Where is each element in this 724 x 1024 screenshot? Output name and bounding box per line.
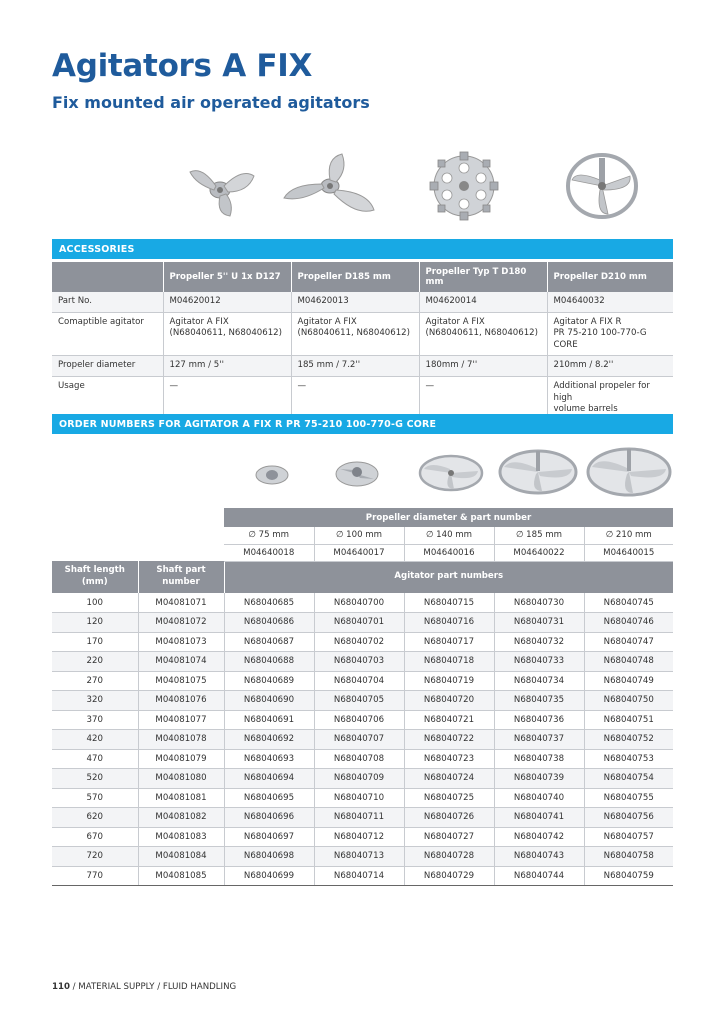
agitator-part-cell: N68040719 bbox=[404, 671, 494, 691]
agitator-part-cell: N68040713 bbox=[314, 847, 404, 867]
row-label: Usage bbox=[52, 376, 163, 420]
table-row bbox=[52, 671, 673, 691]
agitator-part-cell: N68040756 bbox=[584, 808, 673, 828]
shaft-length-cell: 520 bbox=[52, 769, 138, 789]
agitator-part-cell: N68040736 bbox=[494, 710, 584, 730]
agitator-210mm-image bbox=[584, 445, 674, 499]
agitator-part-cell: N68040738 bbox=[494, 749, 584, 769]
agitator-part-cell: N68040692 bbox=[224, 730, 314, 750]
agitator-part-cell: N68040690 bbox=[224, 691, 314, 711]
propeller-d185-image bbox=[278, 152, 378, 222]
agitator-part-cell: N68040695 bbox=[224, 788, 314, 808]
shaft-part-cell: M04081074 bbox=[138, 652, 224, 672]
agitator-part-cell: N68040693 bbox=[224, 749, 314, 769]
shaft-length-cell: 100 bbox=[52, 593, 138, 613]
agitator-part-cell: N68040700 bbox=[314, 593, 404, 613]
table-cell: — bbox=[291, 376, 419, 420]
table-cell: — bbox=[419, 376, 547, 420]
propeller-part-number: M04640016 bbox=[404, 544, 494, 561]
table-row bbox=[52, 710, 673, 730]
shaft-part-cell: M04081084 bbox=[138, 847, 224, 867]
agitator-part-cell: N68040696 bbox=[224, 808, 314, 828]
table-cell: 180mm / 7'' bbox=[419, 356, 547, 377]
agitator-part-cell: N68040744 bbox=[494, 866, 584, 886]
agitator-part-cell: N68040754 bbox=[584, 769, 673, 789]
shaft-length-cell: 620 bbox=[52, 808, 138, 828]
agitator-75mm-image bbox=[252, 461, 292, 489]
agitator-part-cell: N68040723 bbox=[404, 749, 494, 769]
table-cell: M04640032 bbox=[547, 292, 673, 312]
agitator-part-cell: N68040703 bbox=[314, 652, 404, 672]
agitator-part-cell: N68040753 bbox=[584, 749, 673, 769]
agitator-part-cell: N68040730 bbox=[494, 593, 584, 613]
table-row bbox=[52, 593, 673, 613]
accessories-table bbox=[52, 262, 673, 421]
agitator-part-cell: N68040732 bbox=[494, 632, 584, 652]
shaft-length-cell: 570 bbox=[52, 788, 138, 808]
shaft-length-cell: 320 bbox=[52, 691, 138, 711]
agitator-part-cell: N68040685 bbox=[224, 593, 314, 613]
table-cell: 210mm / 8.2'' bbox=[547, 356, 673, 377]
agitator-part-cell: N68040745 bbox=[584, 593, 673, 613]
table-cell: M04620012 bbox=[163, 292, 291, 312]
table-row bbox=[52, 749, 673, 769]
shaft-length-cell: 420 bbox=[52, 730, 138, 750]
agitator-part-cell: N68040718 bbox=[404, 652, 494, 672]
agitator-part-cell: N68040711 bbox=[314, 808, 404, 828]
shaft-length-cell: 470 bbox=[52, 749, 138, 769]
table-cell: M04620014 bbox=[419, 292, 547, 312]
agitator-part-cell: N68040705 bbox=[314, 691, 404, 711]
agitator-part-cell: N68040701 bbox=[314, 613, 404, 633]
agitator-part-cell: N68040686 bbox=[224, 613, 314, 633]
agitator-100mm-image bbox=[332, 457, 382, 491]
shaft-part-cell: M04081082 bbox=[138, 808, 224, 828]
table-row bbox=[52, 808, 673, 828]
agitator-part-cell: N68040704 bbox=[314, 671, 404, 691]
table-row bbox=[52, 769, 673, 789]
page-footer bbox=[52, 982, 236, 992]
shaft-length-cell: 720 bbox=[52, 847, 138, 867]
shaft-length-cell: 220 bbox=[52, 652, 138, 672]
table-cell: Agitator A FIX (N68040611, N68040612) bbox=[291, 312, 419, 356]
diameter-label: ∅ 210 mm bbox=[584, 527, 673, 544]
propeller-images bbox=[160, 150, 680, 222]
agitator-part-cell: N68040728 bbox=[404, 847, 494, 867]
table-cell: Agitator A FIX R PR 75-210 100-770-G CORE bbox=[547, 312, 673, 356]
agitator-part-cell: N68040729 bbox=[404, 866, 494, 886]
agitator-part-cell: N68040733 bbox=[494, 652, 584, 672]
table-cell: — bbox=[163, 376, 291, 420]
agitator-part-cell: N68040688 bbox=[224, 652, 314, 672]
agitator-part-cell: N68040727 bbox=[404, 827, 494, 847]
diameter-label: ∅ 100 mm bbox=[314, 527, 404, 544]
agitator-part-cell: N68040714 bbox=[314, 866, 404, 886]
agitator-part-cell: N68040739 bbox=[494, 769, 584, 789]
agitator-part-cell: N68040687 bbox=[224, 632, 314, 652]
agitator-185mm-image bbox=[496, 447, 580, 497]
agitator-part-cell: N68040734 bbox=[494, 671, 584, 691]
agitator-part-cell: N68040751 bbox=[584, 710, 673, 730]
agitator-part-cell: N68040721 bbox=[404, 710, 494, 730]
row-label: Part No. bbox=[52, 292, 163, 312]
agitator-part-cell: N68040742 bbox=[494, 827, 584, 847]
agitator-part-cell: N68040725 bbox=[404, 788, 494, 808]
table-cell: 127 mm / 5'' bbox=[163, 356, 291, 377]
accessories-section-header: ACCESSORIES bbox=[52, 239, 673, 259]
table-row bbox=[52, 827, 673, 847]
diameter-label: ∅ 140 mm bbox=[404, 527, 494, 544]
agitator-part-cell: N68040708 bbox=[314, 749, 404, 769]
table-row bbox=[52, 613, 673, 633]
table-cell: M04620013 bbox=[291, 292, 419, 312]
propeller-typ-t-image bbox=[422, 150, 506, 222]
table-row bbox=[52, 356, 673, 377]
agitator-part-cell: N68040726 bbox=[404, 808, 494, 828]
agitator-part-cell: N68040741 bbox=[494, 808, 584, 828]
propeller-d210-image bbox=[562, 150, 642, 222]
shaft-length-cell: 170 bbox=[52, 632, 138, 652]
table-row bbox=[52, 730, 673, 750]
shaft-length-cell: 270 bbox=[52, 671, 138, 691]
shaft-part-cell: M04081083 bbox=[138, 827, 224, 847]
agitator-part-cell: N68040759 bbox=[584, 866, 673, 886]
shaft-part-cell: M04081073 bbox=[138, 632, 224, 652]
shaft-length-cell: 370 bbox=[52, 710, 138, 730]
table-row bbox=[52, 292, 673, 312]
row-label: Propeler diameter bbox=[52, 356, 163, 377]
agitator-part-cell: N68040724 bbox=[404, 769, 494, 789]
agitator-part-cell: N68040709 bbox=[314, 769, 404, 789]
agitator-part-cell: N68040720 bbox=[404, 691, 494, 711]
table-cell: Additional propeler for high volume barrels bbox=[547, 376, 673, 420]
column-header: Propeller D185 mm bbox=[291, 262, 419, 292]
agitator-part-cell: N68040689 bbox=[224, 671, 314, 691]
shaft-part-cell: M04081075 bbox=[138, 671, 224, 691]
shaft-part-cell: M04081079 bbox=[138, 749, 224, 769]
column-header bbox=[52, 262, 163, 292]
propeller-part-number: M04640022 bbox=[494, 544, 584, 561]
order-numbers-table bbox=[52, 508, 673, 886]
agitator-part-cell: N68040694 bbox=[224, 769, 314, 789]
shaft-length-cell: 770 bbox=[52, 866, 138, 886]
agitator-part-cell: N68040710 bbox=[314, 788, 404, 808]
agitator-part-cell: N68040746 bbox=[584, 613, 673, 633]
shaft-part-cell: M04081077 bbox=[138, 710, 224, 730]
page-number: 110 bbox=[52, 982, 70, 992]
shaft-part-cell: M04081080 bbox=[138, 769, 224, 789]
agitator-part-cell: N68040749 bbox=[584, 671, 673, 691]
table-row bbox=[52, 652, 673, 672]
order-numbers-section-header: ORDER NUMBERS FOR AGITATOR A FIX R PR 75-210 100-770-G CORE bbox=[52, 414, 673, 434]
agitator-part-cell: N68040731 bbox=[494, 613, 584, 633]
agitator-part-cell: N68040706 bbox=[314, 710, 404, 730]
shaft-length-cell: 120 bbox=[52, 613, 138, 633]
page-title: Agitators A FIX bbox=[52, 48, 313, 84]
propeller-5in-image bbox=[182, 158, 262, 218]
agitator-part-cell: N68040697 bbox=[224, 827, 314, 847]
shaft-part-cell: M04081085 bbox=[138, 866, 224, 886]
table-row bbox=[52, 632, 673, 652]
page-subtitle: Fix mounted air operated agitators bbox=[52, 93, 370, 112]
agitator-part-cell: N68040750 bbox=[584, 691, 673, 711]
diameter-label: ∅ 185 mm bbox=[494, 527, 584, 544]
row-label: Comaptible agitator bbox=[52, 312, 163, 356]
agitator-part-cell: N68040752 bbox=[584, 730, 673, 750]
agitator-part-cell: N68040735 bbox=[494, 691, 584, 711]
agitator-part-cell: N68040740 bbox=[494, 788, 584, 808]
agitator-part-cell: N68040747 bbox=[584, 632, 673, 652]
agitator-part-cell: N68040758 bbox=[584, 847, 673, 867]
propeller-part-number: M04640017 bbox=[314, 544, 404, 561]
agitator-images bbox=[240, 445, 680, 500]
table-row bbox=[52, 312, 673, 356]
agitator-part-cell: N68040737 bbox=[494, 730, 584, 750]
agitator-part-cell: N68040712 bbox=[314, 827, 404, 847]
agitator-part-cell: N68040707 bbox=[314, 730, 404, 750]
shaft-length-header: Shaft length (mm) bbox=[52, 561, 138, 593]
shaft-part-cell: M04081071 bbox=[138, 593, 224, 613]
agitator-part-cell: N68040717 bbox=[404, 632, 494, 652]
footer-text: / MATERIAL SUPPLY / FLUID HANDLING bbox=[69, 982, 237, 992]
diameter-label: ∅ 75 mm bbox=[224, 527, 314, 544]
column-header: Propeller Typ T D180 mm bbox=[419, 262, 547, 292]
agitator-part-cell: N68040716 bbox=[404, 613, 494, 633]
table-row bbox=[52, 691, 673, 711]
agitator-part-cell: N68040722 bbox=[404, 730, 494, 750]
agitator-part-cell: N68040698 bbox=[224, 847, 314, 867]
agitator-part-cell: N68040755 bbox=[584, 788, 673, 808]
table-cell: Agitator A FIX (N68040611, N68040612) bbox=[163, 312, 291, 356]
shaft-part-header: Shaft part number bbox=[138, 561, 224, 593]
agitator-part-cell: N68040743 bbox=[494, 847, 584, 867]
table-row bbox=[52, 788, 673, 808]
table-cell: 185 mm / 7.2'' bbox=[291, 356, 419, 377]
shaft-part-cell: M04081078 bbox=[138, 730, 224, 750]
shaft-length-cell: 670 bbox=[52, 827, 138, 847]
agitator-part-cell: N68040757 bbox=[584, 827, 673, 847]
agitator-parts-header: Agitator part numbers bbox=[224, 561, 673, 593]
propeller-part-number: M04640018 bbox=[224, 544, 314, 561]
agitator-part-cell: N68040699 bbox=[224, 866, 314, 886]
shaft-part-cell: M04081076 bbox=[138, 691, 224, 711]
table-row bbox=[52, 866, 673, 886]
table-row bbox=[52, 847, 673, 867]
propeller-part-number: M04640015 bbox=[584, 544, 673, 561]
table-cell: Agitator A FIX (N68040611, N68040612) bbox=[419, 312, 547, 356]
shaft-part-cell: M04081072 bbox=[138, 613, 224, 633]
propeller-group-header: Propeller diameter & part number bbox=[224, 508, 673, 527]
agitator-part-cell: N68040691 bbox=[224, 710, 314, 730]
agitator-140mm-image bbox=[416, 451, 486, 495]
shaft-part-cell: M04081081 bbox=[138, 788, 224, 808]
column-header: Propeller D210 mm bbox=[547, 262, 673, 292]
agitator-part-cell: N68040715 bbox=[404, 593, 494, 613]
column-header: Propeller 5'' U 1x D127 bbox=[163, 262, 291, 292]
agitator-part-cell: N68040748 bbox=[584, 652, 673, 672]
agitator-part-cell: N68040702 bbox=[314, 632, 404, 652]
